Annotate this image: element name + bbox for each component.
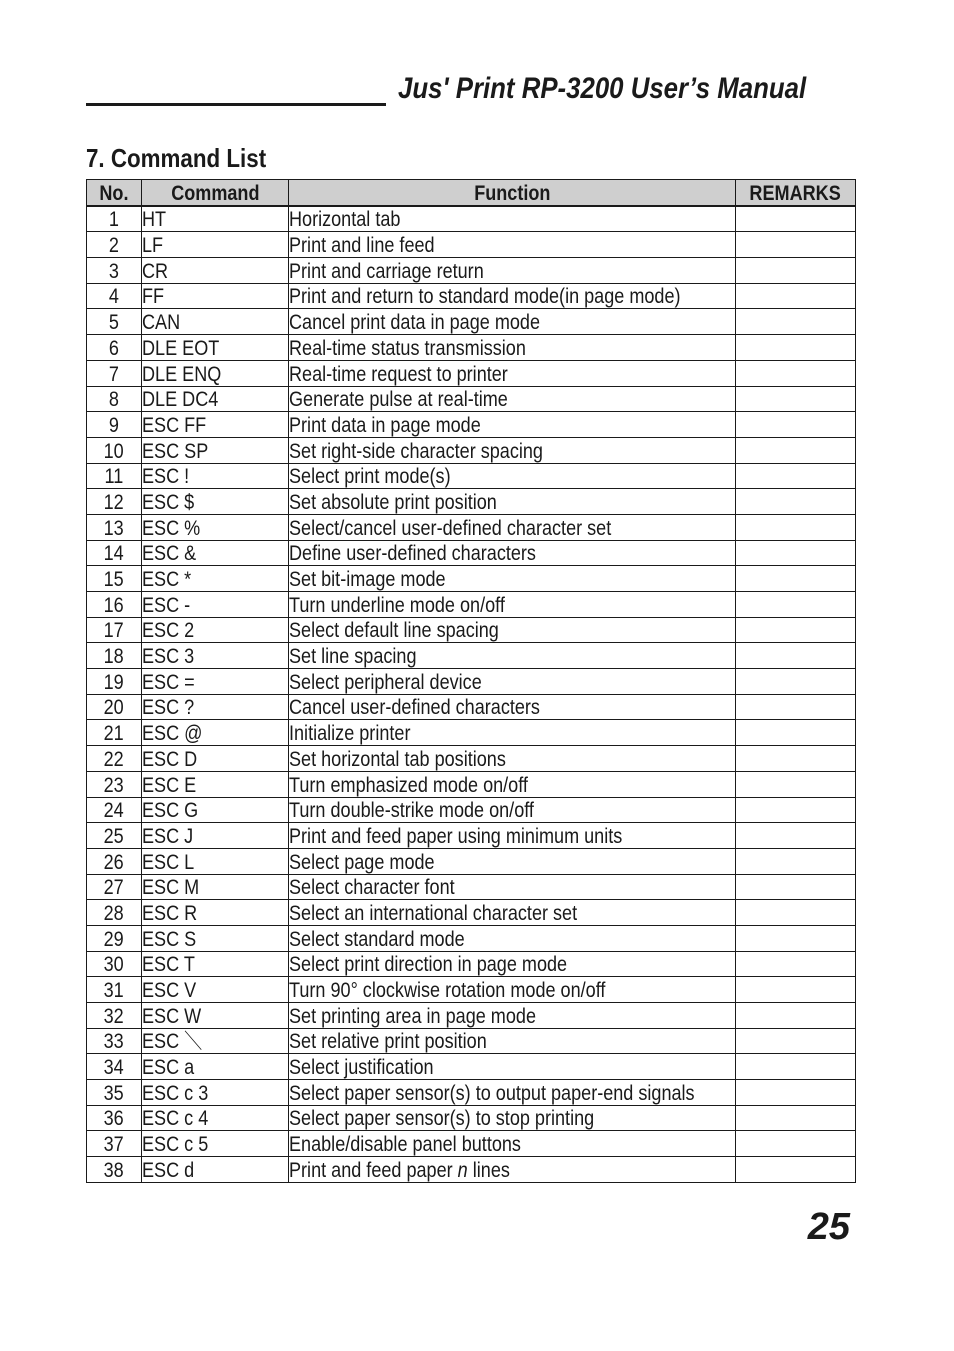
command-cell: HT bbox=[142, 206, 289, 232]
row-number: 25 bbox=[87, 823, 142, 849]
remarks-cell bbox=[736, 823, 856, 849]
table-row bbox=[87, 617, 856, 643]
row-number: 10 bbox=[87, 437, 142, 463]
command-cell: DLE DC4 bbox=[142, 386, 289, 412]
command-cell: ESC % bbox=[142, 514, 289, 540]
function-cell: Print and feed paper n lines bbox=[289, 1157, 736, 1183]
table-row bbox=[87, 874, 856, 900]
table-body bbox=[87, 206, 856, 1183]
row-number: 2 bbox=[87, 232, 142, 258]
command-cell: ESC D bbox=[142, 746, 289, 772]
manual-title: Jus' Print RP-3200 User’s Manual bbox=[398, 72, 807, 105]
column-header-remarks: REMARKS bbox=[736, 180, 856, 206]
remarks-cell bbox=[736, 540, 856, 566]
table-row bbox=[87, 283, 856, 309]
table-row bbox=[87, 951, 856, 977]
remarks-cell bbox=[736, 1131, 856, 1157]
table-row bbox=[87, 232, 856, 258]
row-number: 6 bbox=[87, 335, 142, 361]
remarks-cell bbox=[736, 900, 856, 926]
function-cell: Horizontal tab bbox=[289, 206, 736, 232]
function-cell: Select an international character set bbox=[289, 900, 736, 926]
function-cell: Generate pulse at real-time bbox=[289, 386, 736, 412]
remarks-cell bbox=[736, 617, 856, 643]
command-cell: ESC V bbox=[142, 977, 289, 1003]
remarks-cell bbox=[736, 489, 856, 515]
table-row bbox=[87, 720, 856, 746]
function-cell: Print and line feed bbox=[289, 232, 736, 258]
column-header-command: Command bbox=[142, 180, 289, 206]
command-cell: ESC G bbox=[142, 797, 289, 823]
function-cell: Turn underline mode on/off bbox=[289, 592, 736, 618]
row-number: 37 bbox=[87, 1131, 142, 1157]
remarks-cell bbox=[736, 258, 856, 284]
table-row bbox=[87, 437, 856, 463]
row-number: 1 bbox=[87, 206, 142, 232]
function-cell: Print and carriage return bbox=[289, 258, 736, 284]
table-row bbox=[87, 694, 856, 720]
table-row bbox=[87, 412, 856, 438]
function-cell: Cancel print data in page mode bbox=[289, 309, 736, 335]
table-row bbox=[87, 1131, 856, 1157]
remarks-cell bbox=[736, 360, 856, 386]
remarks-cell bbox=[736, 977, 856, 1003]
function-cell: Set printing area in page mode bbox=[289, 1003, 736, 1029]
function-cell: Turn double-strike mode on/off bbox=[289, 797, 736, 823]
function-cell: Set bit-image mode bbox=[289, 566, 736, 592]
column-header-no: No. bbox=[87, 180, 142, 206]
row-number: 7 bbox=[87, 360, 142, 386]
remarks-cell bbox=[736, 206, 856, 232]
command-cell: ESC SP bbox=[142, 437, 289, 463]
remarks-cell bbox=[736, 1105, 856, 1131]
remarks-cell bbox=[736, 437, 856, 463]
command-cell: ESC FF bbox=[142, 412, 289, 438]
function-cell: Select peripheral device bbox=[289, 669, 736, 695]
page-number: 25 bbox=[807, 1206, 850, 1248]
row-number: 9 bbox=[87, 412, 142, 438]
command-cell: ESC W bbox=[142, 1003, 289, 1029]
row-number: 21 bbox=[87, 720, 142, 746]
command-cell: DLE EOT bbox=[142, 335, 289, 361]
command-cell: ESC c 5 bbox=[142, 1131, 289, 1157]
row-number: 24 bbox=[87, 797, 142, 823]
row-number: 31 bbox=[87, 977, 142, 1003]
row-number: 12 bbox=[87, 489, 142, 515]
command-cell: LF bbox=[142, 232, 289, 258]
row-number: 27 bbox=[87, 874, 142, 900]
command-cell: ESC - bbox=[142, 592, 289, 618]
remarks-cell bbox=[736, 951, 856, 977]
remarks-cell bbox=[736, 463, 856, 489]
command-table bbox=[86, 179, 856, 1183]
command-cell: ESC R bbox=[142, 900, 289, 926]
table-row bbox=[87, 489, 856, 515]
command-cell: ESC a bbox=[142, 1054, 289, 1080]
table-row bbox=[87, 797, 856, 823]
table-row bbox=[87, 669, 856, 695]
function-cell: Set horizontal tab positions bbox=[289, 746, 736, 772]
remarks-cell bbox=[736, 694, 856, 720]
command-cell: ESC @ bbox=[142, 720, 289, 746]
remarks-cell bbox=[736, 232, 856, 258]
row-number: 19 bbox=[87, 669, 142, 695]
function-cell: Select page mode bbox=[289, 848, 736, 874]
remarks-cell bbox=[736, 1157, 856, 1183]
command-cell: ESC E bbox=[142, 771, 289, 797]
row-number: 22 bbox=[87, 746, 142, 772]
command-cell: CR bbox=[142, 258, 289, 284]
row-number: 3 bbox=[87, 258, 142, 284]
row-number: 29 bbox=[87, 925, 142, 951]
row-number: 16 bbox=[87, 592, 142, 618]
table-row bbox=[87, 746, 856, 772]
command-cell: ESC d bbox=[142, 1157, 289, 1183]
row-number: 20 bbox=[87, 694, 142, 720]
remarks-cell bbox=[736, 848, 856, 874]
row-number: 17 bbox=[87, 617, 142, 643]
row-number: 35 bbox=[87, 1080, 142, 1106]
remarks-cell bbox=[736, 771, 856, 797]
column-header-function: Function bbox=[289, 180, 736, 206]
command-cell: ESC * bbox=[142, 566, 289, 592]
command-cell: ESC S bbox=[142, 925, 289, 951]
function-cell: Cancel user-defined characters bbox=[289, 694, 736, 720]
remarks-cell bbox=[736, 309, 856, 335]
row-number: 28 bbox=[87, 900, 142, 926]
remarks-cell bbox=[736, 925, 856, 951]
remarks-cell bbox=[736, 874, 856, 900]
function-cell: Enable/disable panel buttons bbox=[289, 1131, 736, 1157]
table-row bbox=[87, 514, 856, 540]
remarks-cell bbox=[736, 1080, 856, 1106]
function-cell: Define user-defined characters bbox=[289, 540, 736, 566]
table-row bbox=[87, 823, 856, 849]
function-cell: Print and feed paper using minimum units bbox=[289, 823, 736, 849]
command-cell: ESC L bbox=[142, 848, 289, 874]
command-cell: ESC c 3 bbox=[142, 1080, 289, 1106]
header-rule bbox=[86, 103, 386, 106]
function-cell: Set line spacing bbox=[289, 643, 736, 669]
table-row bbox=[87, 309, 856, 335]
command-cell: ESC 2 bbox=[142, 617, 289, 643]
remarks-cell bbox=[736, 720, 856, 746]
function-cell: Select justification bbox=[289, 1054, 736, 1080]
table-row bbox=[87, 1003, 856, 1029]
function-cell: Set relative print position bbox=[289, 1028, 736, 1054]
remarks-cell bbox=[736, 412, 856, 438]
remarks-cell bbox=[736, 335, 856, 361]
command-cell: ESC $ bbox=[142, 489, 289, 515]
table-row bbox=[87, 540, 856, 566]
command-cell: ESC T bbox=[142, 951, 289, 977]
command-cell: ESC M bbox=[142, 874, 289, 900]
table-row bbox=[87, 258, 856, 284]
row-number: 15 bbox=[87, 566, 142, 592]
function-cell: Select standard mode bbox=[289, 925, 736, 951]
row-number: 18 bbox=[87, 643, 142, 669]
table-row bbox=[87, 1028, 856, 1054]
function-cell: Set absolute print position bbox=[289, 489, 736, 515]
table-row bbox=[87, 900, 856, 926]
row-number: 4 bbox=[87, 283, 142, 309]
table-row bbox=[87, 1105, 856, 1131]
function-cell: Select character font bbox=[289, 874, 736, 900]
table-row bbox=[87, 1157, 856, 1183]
row-number: 34 bbox=[87, 1054, 142, 1080]
function-cell: Real-time status transmission bbox=[289, 335, 736, 361]
remarks-cell bbox=[736, 1054, 856, 1080]
table-row bbox=[87, 386, 856, 412]
command-cell: ESC J bbox=[142, 823, 289, 849]
command-cell: FF bbox=[142, 283, 289, 309]
function-cell: Real-time request to printer bbox=[289, 360, 736, 386]
row-number: 36 bbox=[87, 1105, 142, 1131]
table-row bbox=[87, 925, 856, 951]
command-cell: ESC = bbox=[142, 669, 289, 695]
remarks-cell bbox=[736, 643, 856, 669]
row-number: 8 bbox=[87, 386, 142, 412]
row-number: 11 bbox=[87, 463, 142, 489]
table-row bbox=[87, 771, 856, 797]
table-row bbox=[87, 335, 856, 361]
command-cell: ESC ? bbox=[142, 694, 289, 720]
row-number: 5 bbox=[87, 309, 142, 335]
function-cell: Select default line spacing bbox=[289, 617, 736, 643]
row-number: 33 bbox=[87, 1028, 142, 1054]
remarks-cell bbox=[736, 566, 856, 592]
function-cell: Turn emphasized mode on/off bbox=[289, 771, 736, 797]
remarks-cell bbox=[736, 1028, 856, 1054]
table-row bbox=[87, 848, 856, 874]
table-row bbox=[87, 1054, 856, 1080]
table-row bbox=[87, 977, 856, 1003]
remarks-cell bbox=[736, 1003, 856, 1029]
function-cell: Select/cancel user-defined character set bbox=[289, 514, 736, 540]
function-cell: Select paper sensor(s) to output paper-end signals bbox=[289, 1080, 736, 1106]
function-cell: Select paper sensor(s) to stop printing bbox=[289, 1105, 736, 1131]
table-row bbox=[87, 360, 856, 386]
remarks-cell bbox=[736, 592, 856, 618]
command-cell: ESC ＼ bbox=[142, 1028, 289, 1054]
table-row bbox=[87, 206, 856, 232]
remarks-cell bbox=[736, 669, 856, 695]
table-row bbox=[87, 566, 856, 592]
command-cell: ESC & bbox=[142, 540, 289, 566]
table-row bbox=[87, 592, 856, 618]
remarks-cell bbox=[736, 514, 856, 540]
table-row bbox=[87, 1080, 856, 1106]
section-heading: 7. Command List bbox=[86, 143, 267, 173]
row-number: 13 bbox=[87, 514, 142, 540]
remarks-cell bbox=[736, 386, 856, 412]
function-cell: Print and return to standard mode(in page mode) bbox=[289, 283, 736, 309]
command-cell: DLE ENQ bbox=[142, 360, 289, 386]
function-cell: Select print direction in page mode bbox=[289, 951, 736, 977]
remarks-cell bbox=[736, 283, 856, 309]
function-cell: Initialize printer bbox=[289, 720, 736, 746]
row-number: 23 bbox=[87, 771, 142, 797]
command-cell: ESC ! bbox=[142, 463, 289, 489]
row-number: 26 bbox=[87, 848, 142, 874]
remarks-cell bbox=[736, 797, 856, 823]
row-number: 32 bbox=[87, 1003, 142, 1029]
table-row bbox=[87, 643, 856, 669]
function-cell: Turn 90° clockwise rotation mode on/off bbox=[289, 977, 736, 1003]
function-cell: Select print mode(s) bbox=[289, 463, 736, 489]
function-cell: Print data in page mode bbox=[289, 412, 736, 438]
function-cell: Set right-side character spacing bbox=[289, 437, 736, 463]
command-cell: ESC c 4 bbox=[142, 1105, 289, 1131]
table-header-row bbox=[87, 180, 856, 206]
row-number: 38 bbox=[87, 1157, 142, 1183]
row-number: 14 bbox=[87, 540, 142, 566]
command-cell: CAN bbox=[142, 309, 289, 335]
command-cell: ESC 3 bbox=[142, 643, 289, 669]
table-row bbox=[87, 463, 856, 489]
row-number: 30 bbox=[87, 951, 142, 977]
remarks-cell bbox=[736, 746, 856, 772]
